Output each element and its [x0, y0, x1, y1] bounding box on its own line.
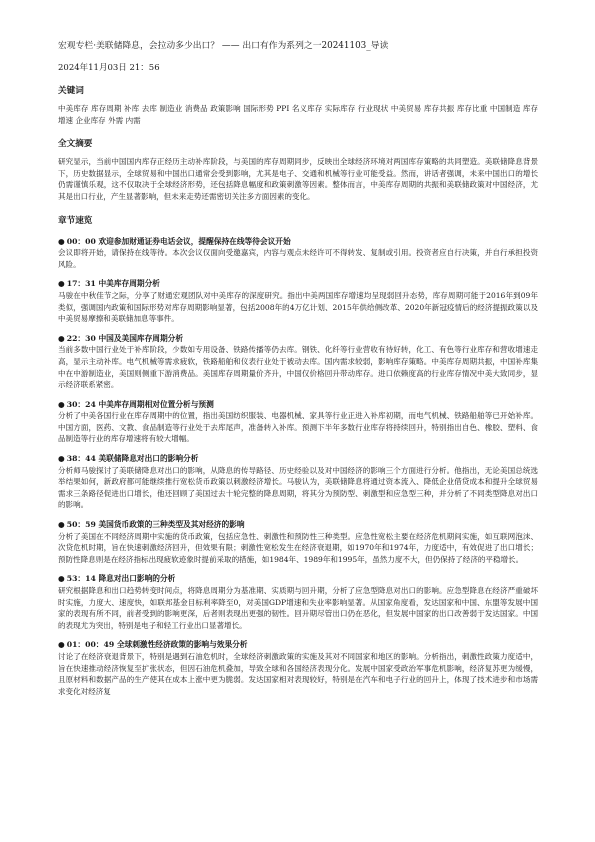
- chapter-text: 研究根据降息和出口趋势转变时间点，将降息周期分为基准期、实质期与回升期，分析了应急型降息对出口的影响。应急型降息在经济严重破坏时实施，力度大、速度快，如联邦基金目标利率降至0，对美国GDP增速和失业率影响显著。从国家角度看，发达国家和中国、东盟等发展中国家的表现有所不同，前者受到的影响更深，后者则表现出更强的韧性。回升期尽管出口仍在恶化，但发展中国家的出口改善弱于发达国家。中国的表现尤为突出，特别是电子和轻工行业出口显著增长。: [58, 586, 538, 630]
- chapter-item: [58, 453, 538, 511]
- chapter-title: 22：30 中国及美国库存周期分析: [66, 333, 184, 343]
- chapter-item: [58, 639, 538, 697]
- chapter-item: [58, 519, 538, 565]
- chapter-text: 分析了中美各国行业在库存周期中的位置，指出美国纺织服装、电器机械、家具等行业正进入补库初期，而电气机械、铁路船舶等已开始补库。中国方面，医药、文教、食品制造等行业处于去库尾声，准备转入补库。预测下半年多数行业库存将持续回升，特别指出自色、橡胶、塑料、食品制造等行业的库存增速将有较大增幅。: [58, 411, 538, 444]
- chapter-item: [58, 399, 538, 445]
- chapter-text: 马骏在中秋佳节之际，分享了财通宏观团队对中美库存的深度研究。指出中美两国库存增速均呈现弱回升态势，库存周期可能于2016年到09年类似，强调国内政策和国际形势对库存周期影响显著，包括2008年的4万亿计划、2015年供给侧改革、2020年新冠疫情后的经济提振政策以及中美贸易摩擦和美联储加息等事件。: [58, 290, 538, 324]
- chapter-item: [58, 333, 538, 391]
- bullet-icon: ●: [58, 333, 65, 343]
- chapter-title: 00：00 欢迎参加财通证券电话会议，提醒保持在线等待会议开始: [66, 236, 291, 246]
- bullet-icon: ●: [58, 454, 65, 464]
- chapter-title: 01：00：49 全球刺激性经济政策的影响与效果分析: [66, 640, 248, 650]
- bullet-icon: ●: [58, 399, 65, 409]
- keywords-text: 中美库存 库存周期 补库 去库 制造业 消费品 政策影响 国际形势 PPI 名义库存 实际库存 行业现状 中美贸易 库存共振 库存比重 中国制造 库存增速 企业库存 外需 内需: [58, 104, 538, 125]
- chapter-item: [58, 278, 538, 324]
- chapter-title: 50：59 美国货币政策的三种类型及其对经济的影响: [66, 520, 245, 530]
- chapter-text: 分析了美国在不同经济周期中实施的货币政策，包括应急性、刺激性和预防性三种类型。应急性宽松主要在经济危机期间实施，如互联网泡沫、次贷危机时期，旨在快速刺激经济回升，但效果有限；刺激性宽松发生在经济衰退期，如1970年和1974年，力度适中，有效促进了出口增长；预防性降息则是在经济指标出现疲软迹象时提前采取的措施，如1984年、1989年和1995年，虽然力度不大，但仍保持了经济的平稳增长。: [58, 531, 538, 564]
- chapter-title: 38：44 美联储降息对出口的影响分析: [66, 454, 199, 464]
- document-date: 2024年11月03日 21：56: [58, 63, 160, 73]
- bullet-icon: ●: [58, 640, 65, 650]
- chapter-title: 30：24 中美库存周期相对位置分析与预测: [66, 399, 214, 409]
- summary-text: 研究显示，当前中国国内库存正经历主动补库阶段，与美国的库存周期同步，反映出全球经济环境对两国库存策略的共同塑造。美联储降息背景下，历史数据显示，全球贸易和中国出口通常会受到影响，尤其是电子、交通和机械等行业可能受益。然而，讲话者强调，未来中国出口的增长仍需谨慎乐观，这不仅取决于全球经济形势，还包括降息幅度和政策刺激等因素。整体而言，中美库存周期的共振和美联储政策对中国经济，尤其是出口行业，产生显著影响，但未来走势还需密切关注多方面因素的变化。: [58, 157, 538, 201]
- chapter-list: [58, 236, 538, 698]
- bullet-icon: ●: [58, 520, 65, 530]
- chapter-text: 分析师马骏探讨了美联储降息对出口的影响，从降息的传导路径、历史经验以及对中国经济的影响三个方面进行分析。他指出，无论美国总统选举结果如何，新政府都可能继续推行宽松货币政策以刺激经济增长。马骏认为，美联储降息将通过资本流入、降低企业借贷成本和提升全球贸易需求三条路径促进出口增长，他还回顾了美国过去十轮完整的降息周期，将其分为预防型、刺激型和应急型三种，并分析了不同类型降息对出口的影响。: [58, 465, 538, 510]
- document-title: 宏观专栏·美联储降息，会拉动多少出口？ —— 出口有作为系列之一20241103_导读: [58, 41, 389, 51]
- bullet-icon: ●: [58, 574, 65, 584]
- keywords-heading: 关键词: [58, 86, 84, 96]
- chapter-item: [58, 573, 538, 631]
- chapter-title: 17：31 中美库存周期分析: [66, 279, 160, 289]
- bullet-icon: ●: [58, 279, 65, 289]
- chapter-title: 53：14 降息对出口影响的分析: [66, 574, 176, 584]
- document-page: [58, 40, 538, 705]
- chapter-item: [58, 236, 538, 271]
- bullet-icon: ●: [58, 236, 65, 246]
- chapter-text: 会议即将开始，请保持在线等待。本次会议仅面向受邀嘉宾，内容与观点未经许可不得转发、复制或引用。投资者应自行决策，并自行承担投资风险。: [58, 248, 538, 269]
- chapter-text: 讨论了在经济衰退背景下，特别是遇到石油危机时，全球经济刺激政策的实施及其对不同国家和地区的影响。分析指出，刺激性政策力度适中，旨在快速推动经济恢复至扩张状态，但因石油危机叠加，导致全球和各国经济表现分化。发展中国家受政治军事危机影响，经济复苏更为缓慢，且原材料和数据产品的生产使其在成本上涨中更为脆弱。发达国家相对表现较好，特别是在汽车和电子行业的回升上，体现了技术进步和市场需求变化对经济复: [58, 651, 538, 696]
- chapter-text: 当前多数中国行业处于补库阶段，少数如专用设备、铁路传播等仍去库。钢铁、化纤等行业营收有待好转，化工、有色等行业库存和营收增速走高，显示主动补库。电气机械等需求疲软，铁路船舶和仪表行业处于被动去库。国内需求较弱，影响库存策略。中美库存周期共振，中国补库集中在中游制造业，美国则侧重下游消费品。美国库存周期量价齐升，中国仅价格回升带动库存。进口依赖度高的行业库存情况中美大致同步，显示经济联系紧密。: [58, 345, 538, 390]
- chapters-heading: 章节速览: [58, 215, 93, 226]
- summary-heading: 全文摘要: [58, 139, 93, 150]
